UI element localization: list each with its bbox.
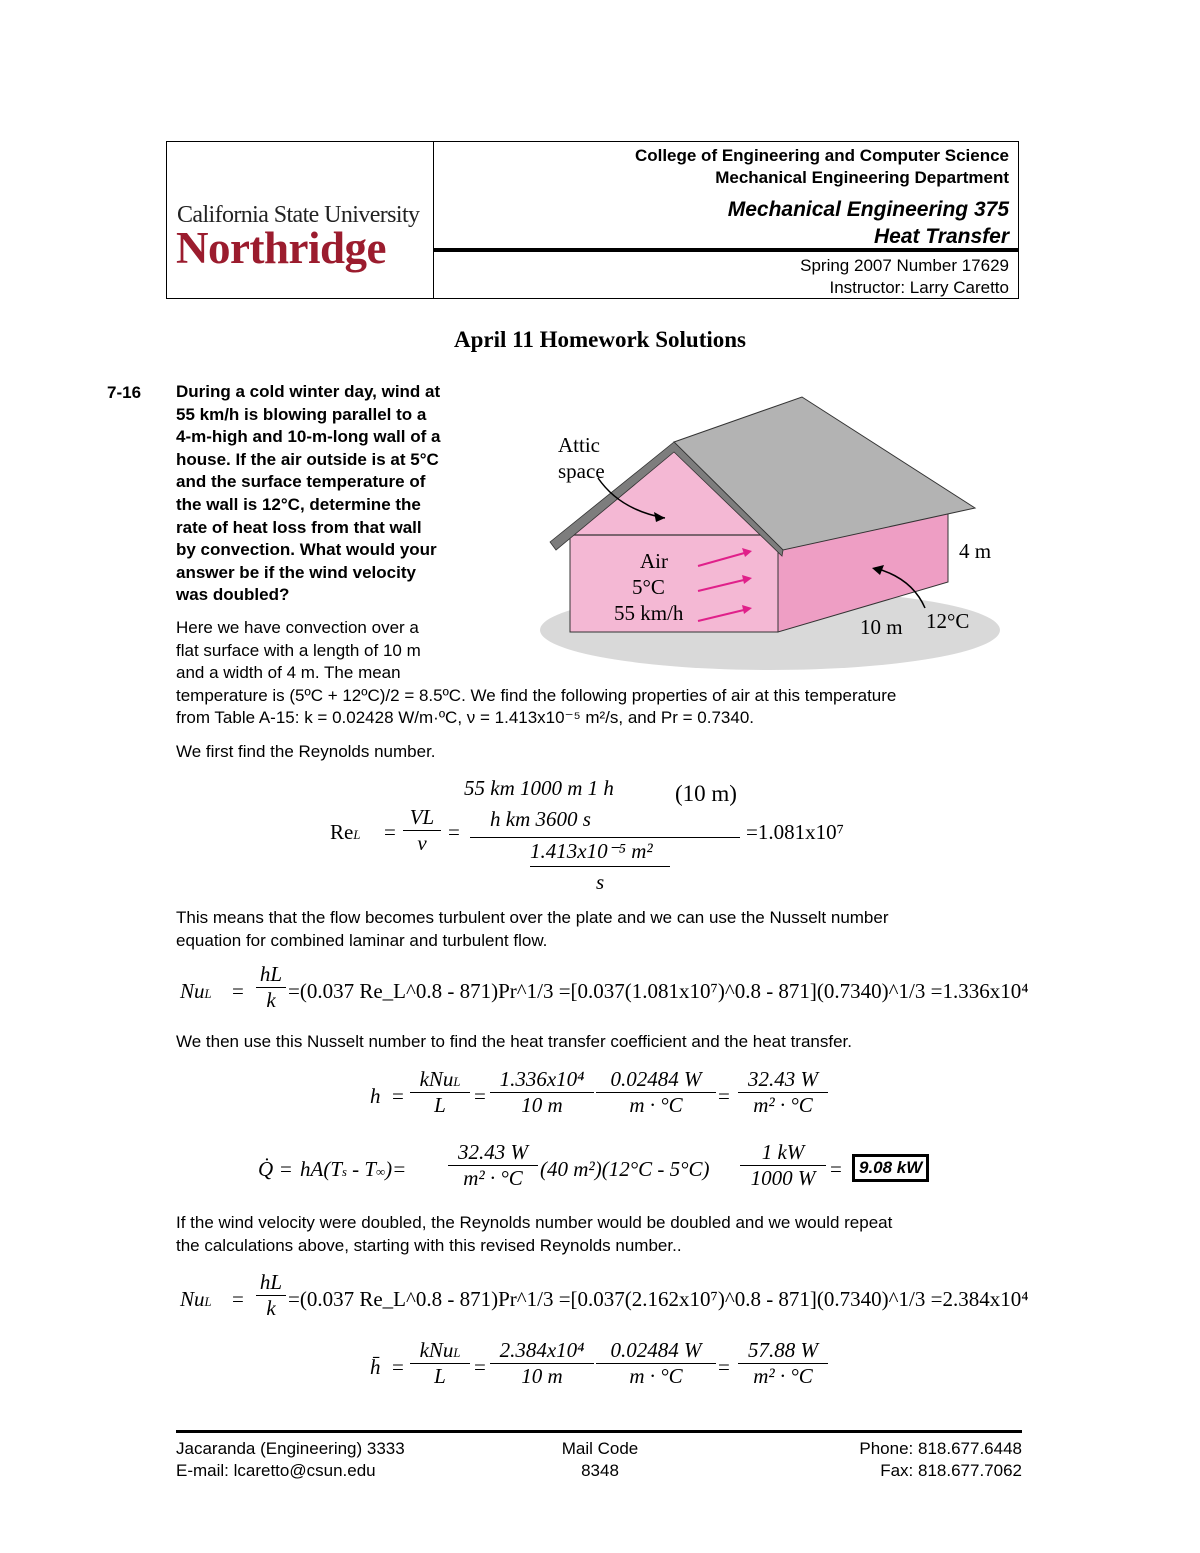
re-length: (10 m) — [675, 781, 737, 806]
air-speed-label: 55 km/h — [614, 601, 684, 625]
footer-left — [176, 1438, 405, 1482]
statement-line: answer be if the wind velocity — [176, 562, 416, 582]
answer-box: 9.08 kW — [852, 1154, 929, 1182]
nusselt-expression-doubled: =(0.037 Re_L^0.8 - 871)Pr^1/3 =[0.037(2.162x10⁷)^0.8 - 871](0.7340)^1/3 =2.384x10⁴ — [288, 1287, 1029, 1311]
footer-phone: Phone: 818.677.6448 — [859, 1439, 1022, 1458]
intro-paragraph: Here we have convection over a flat surface with a length of 10 m and a width of 4 m. The mean temperature is (5ºC + 12ºC)/2 = 8.5ºC. We find the following properties of air at this temperature from Table A-15: k = 0.02428 W/m·ºC, ν = 1.413x10⁻⁵ m²/s, and Pr = 0.7340. — [176, 618, 897, 727]
footer-divider — [176, 1430, 1022, 1433]
re-denominator: 1.413x10⁻⁵ m² — [530, 839, 653, 863]
instructor-name: Instructor: Larry Caretto — [829, 278, 1009, 297]
problem-statement — [176, 381, 440, 607]
header-box — [166, 141, 1019, 299]
statement-line: During a cold winter day, wind at — [176, 382, 441, 401]
university-logo — [167, 142, 434, 298]
h-equation-doubled: h̄ = kNuL L = 2.384x10⁴ 10 m 0.02484 W m · °C = 57.88 W m² · °C — [370, 1338, 850, 1394]
turbulent-paragraph: This means that the flow becomes turbulent over the plate and we can use the Nusselt number equation for combined laminar and turbulent flow. — [176, 908, 889, 950]
department-name: Mechanical Engineering Department — [715, 168, 1009, 187]
attic-label: Attic space — [558, 433, 605, 483]
statement-line: 4-m-high and 10-m-long wall of a — [176, 427, 441, 447]
college-name: College of Engineering and Computer Science — [634, 146, 1009, 165]
length-label: 10 m — [860, 615, 903, 639]
statement-line: and the surface temperature of — [176, 472, 426, 492]
university-campus: Northridge — [176, 223, 386, 273]
height-label: 4 m — [959, 539, 992, 563]
problem-number: 7-16 — [107, 383, 142, 402]
statement-line: by convection. What would your — [176, 540, 437, 560]
course-title: Heat Transfer — [873, 225, 1009, 248]
heat-transfer-equation: Q̇ = hA(Ts - T∞)= 32.43 W m² · °C (40 m²)(12°C - 5°C) 1 kW 1000 W = 9.08 kW — [258, 1140, 958, 1196]
footer-right — [859, 1438, 1022, 1482]
statement-line: 55 km/h is blowing parallel to a — [176, 404, 427, 424]
nusselt-expression: =(0.037 Re_L^0.8 - 871)Pr^1/3 =[0.037(1.081x10⁷)^0.8 - 871](0.7340)^1/3 =1.336x10⁴ — [288, 979, 1029, 1003]
reynolds-equation: ReL = VL ν = 55 km 1000 m 1 h (10 m) h km 3600 s 1.413x10⁻⁵ m² s =1.081x10⁷ — [330, 776, 844, 894]
header-divider — [433, 248, 1019, 252]
page-title: April 11 Homework Solutions — [453, 327, 746, 352]
term-info: Spring 2007 Number 17629 — [800, 256, 1009, 275]
footer-building: Jacaranda (Engineering) 3333 — [176, 1439, 405, 1458]
h-equation: h = kNuL L = 1.336x10⁴ 10 m 0.02484 W m · °C = 32.43 W m² · °C — [370, 1067, 850, 1123]
air-label: Air — [640, 549, 668, 573]
statement-line: was doubled? — [176, 585, 290, 605]
course-info — [433, 142, 1019, 298]
footer-center: Mail Code 8348 — [561, 1439, 639, 1480]
course-number: Mechanical Engineering 375 — [727, 198, 1009, 221]
statement-line: the wall is 12°C, determine the — [176, 494, 421, 514]
statement-line: house. If the air outside is at 5°C — [176, 449, 439, 469]
footer-fax: Fax: 818.677.7062 — [880, 1461, 1022, 1480]
reynolds-intro: We first find the Reynolds number. — [176, 742, 436, 761]
nusselt-equation: NuL = hL k =(0.037 Re_L^0.8 - 871)Pr^1/3 =[0.037(1.081x10⁷)^0.8 - 871](0.7340)^1/3 =1.336x10⁴ — [180, 962, 1029, 1012]
heat-coefficient-intro: We then use this Nusselt number to find the heat transfer coefficient and the heat transfer. — [176, 1032, 852, 1051]
wall-temp-label: 12°C — [926, 609, 970, 633]
doubled-velocity-paragraph: If the wind velocity were doubled, the Reynolds number would be doubled and we would repeat the calculations above, starting with this revised Reynolds number.. — [176, 1213, 893, 1255]
re-numerator: 55 km 1000 m 1 h — [464, 776, 614, 800]
nusselt-equation-doubled: NuL = hL k =(0.037 Re_L^0.8 - 871)Pr^1/3 =[0.037(2.162x10⁷)^0.8 - 871](0.7340)^1/3 =2.384x10⁴ — [180, 1270, 1029, 1320]
statement-line: rate of heat loss from that wall — [176, 517, 422, 537]
university-name: California State University — [177, 202, 420, 228]
re-units: h km 3600 s — [490, 807, 591, 831]
footer-email: E-mail: lcaretto@csun.edu — [176, 1461, 376, 1480]
air-temp-label: 5°C — [632, 575, 665, 599]
re-result: =1.081x10⁷ — [746, 820, 844, 844]
